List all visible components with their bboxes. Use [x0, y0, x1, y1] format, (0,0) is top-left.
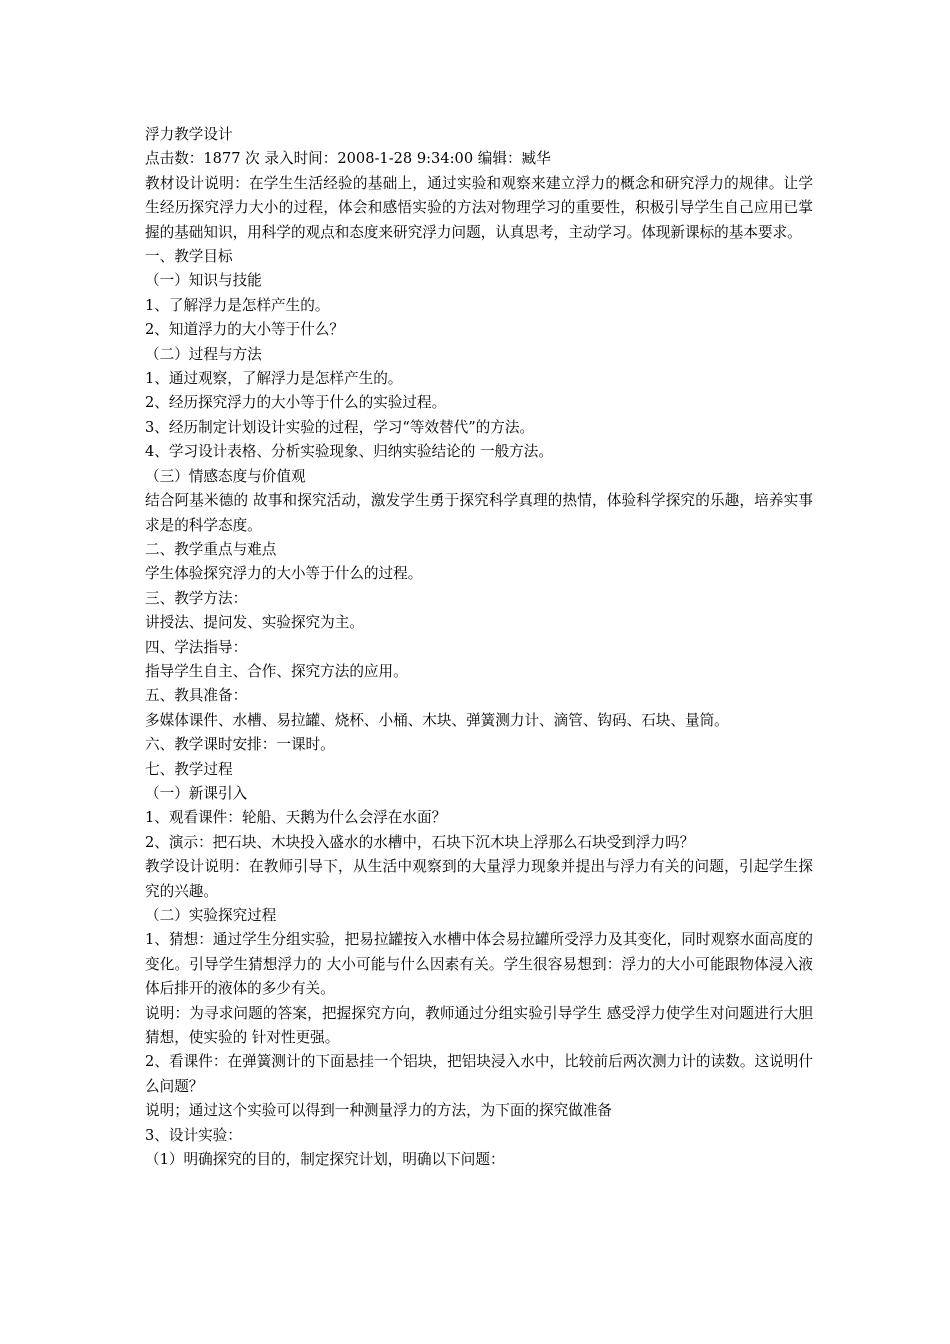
- list-item: 2、演示：把石块、木块投入盛水的水槽中，石块下沉木块上浮那么石块受到浮力吗？: [145, 833, 695, 851]
- subsection-heading: （一）新课引入: [145, 784, 248, 802]
- list-item: 3、设计实验：: [145, 1126, 242, 1144]
- paragraph: 多媒体课件、水槽、易拉罐、烧杯、小桶、木块、弹簧测力计、滴管、钩码、石块、量筒。: [145, 711, 729, 729]
- subsection-heading: （二）实验探究过程: [145, 907, 277, 924]
- paragraph: 2、看课件：在弹簧测计的下面悬挂一个铝块，把铝块浸入水中，比较前后两次测力计的读数。这说明什么问题？: [145, 1053, 813, 1095]
- section-heading-5: 五、教具准备：: [145, 687, 248, 705]
- section-heading-7: 七、教学过程: [145, 760, 233, 778]
- list-item: 2、知道浮力的大小等于什么？: [145, 321, 345, 339]
- list-item: 4、学习设计表格、分析实验现象、归纳实验结论的 一般方法。: [145, 443, 553, 461]
- intro-paragraph: 教材设计说明：在学生生活经验的基础上，通过实验和观察来建立浮力的概念和研究浮力的规律。让学生经历探究浮力大小的过程，体会和感悟实验的方法对物理学习的重要性，积极引导学生自己应用已掌握的基础知识，用科学的观点和态度来研究浮力问题，认真思考，主动学习。体现新课标的基本要求。: [145, 174, 813, 241]
- paragraph: 教学设计说明：在教师引导下，从生活中观察到的大量浮力现象并提出与浮力有关的问题，引起学生探究的兴趣。: [145, 858, 813, 900]
- list-item: 1、通过观察，了解浮力是怎样产生的。: [145, 370, 403, 388]
- paragraph: 结合阿基米德的 故事和探究活动，激发学生勇于探究科学真理的热情，体验科学探究的乐趣，培养实事求是的科学态度。: [145, 492, 813, 534]
- section-heading-3: 三、教学方法：: [145, 589, 248, 607]
- list-item: 2、经历探究浮力的大小等于什么的实验过程。: [145, 394, 447, 412]
- list-item: （1）明确探究的目的，制定探究计划，明确以下问题：: [145, 1151, 505, 1169]
- section-heading-6: 六、教学课时安排：一课时。: [145, 736, 335, 754]
- list-item: 1、了解浮力是怎样产生的。: [145, 296, 330, 314]
- paragraph: 学生体验探究浮力的大小等于什么的过程。: [145, 565, 423, 583]
- document-title: 浮力教学设计: [145, 126, 233, 143]
- subsection-heading: （三）情感态度与价值观: [145, 467, 306, 485]
- document-page: [145, 123, 813, 1172]
- document-meta: 点击数：1877 次 录入时间：2008-1-28 9:34:00 编辑：臧华: [145, 150, 551, 168]
- paragraph: 说明；通过这个实验可以得到一种测量浮力的方法，为下面的探究做准备: [145, 1102, 613, 1120]
- list-item: 1、观看课件：轮船、天鹅为什么会浮在水面？: [145, 809, 447, 827]
- paragraph: 指导学生自主、合作、探究方法的应用。: [145, 662, 408, 680]
- subsection-heading: （一）知识与技能: [145, 272, 262, 290]
- paragraph: 1、猜想：通过学生分组实验，把易拉罐按入水槽中体会易拉罐所受浮力及其变化，同时观察水面高度的 变化。引导学生猜想浮力的 大小可能与什么因素有关。学生很容易想到：浮力的大小可能跟物体浸入液体后排开的液体的多少有关。: [145, 931, 813, 998]
- list-item: 3、经历制定计划设计实验的过程，学习“等效替代”的方法。: [145, 418, 535, 436]
- subsection-heading: （二）过程与方法: [145, 345, 262, 363]
- paragraph: 讲授法、提问发、实验探究为主。: [145, 614, 364, 632]
- section-heading-4: 四、学法指导：: [145, 638, 248, 656]
- section-heading-2: 二、教学重点与难点: [145, 540, 277, 558]
- section-heading-1: 一、教学目标: [145, 248, 233, 266]
- paragraph: 说明：为寻求问题的答案，把握探究方向，教师通过分组实验引导学生 感受浮力使学生对问题进行大胆猜想，使实验的 针对性更强。: [145, 1004, 813, 1047]
